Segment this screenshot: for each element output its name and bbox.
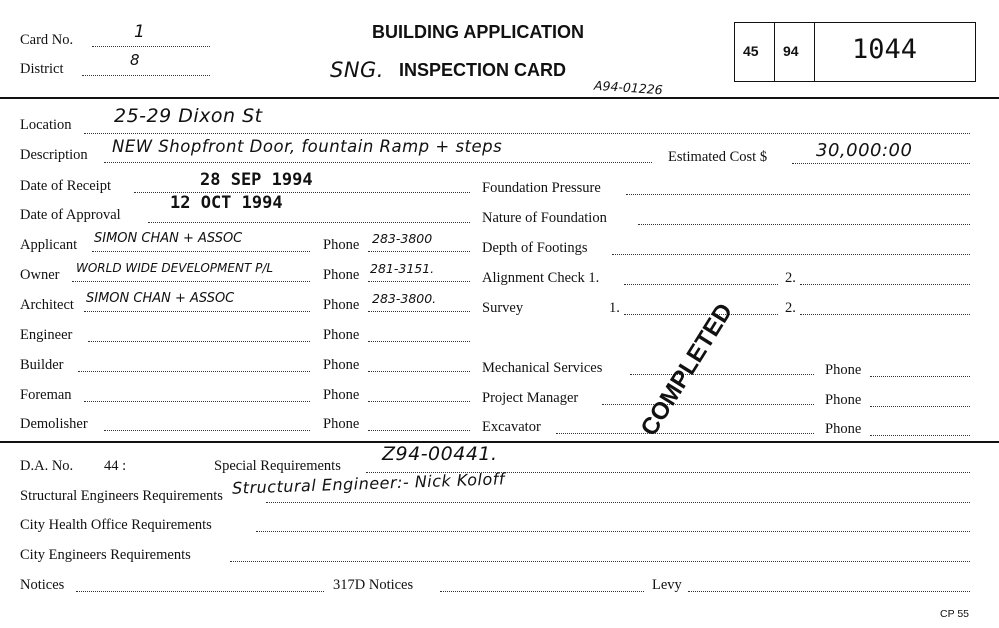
da-no-value: 44 : [104, 458, 127, 474]
handwritten-sng: SNG. [330, 58, 384, 82]
alignment-check-label: Alignment Check 1. [482, 270, 600, 286]
card-no-value: 1 [134, 22, 146, 42]
section-rule [0, 441, 999, 443]
location-line [84, 133, 970, 134]
alignment-2-line [800, 284, 970, 285]
alignment-2-label: 2. [785, 270, 796, 286]
builder-line [78, 371, 310, 372]
applicant-value: SIMON CHAN + ASSOC [94, 231, 243, 246]
excavator-line [556, 433, 814, 434]
owner-phone-value: 281-3151. [370, 261, 435, 276]
card-no-line [92, 46, 210, 47]
cp-code: CP 55 [940, 608, 969, 620]
applicant-phone-label: Phone [323, 237, 360, 253]
architect-line [84, 311, 310, 312]
depth-footings-label: Depth of Footings [482, 240, 588, 256]
survey-1-line [624, 314, 778, 315]
city-health-label: City Health Office Requirements [20, 517, 212, 533]
header-rule [0, 97, 999, 99]
excavator-phone-line [870, 435, 970, 436]
project-manager-phone-line [870, 406, 970, 407]
city-engineers-label: City Engineers Requirements [20, 547, 191, 563]
mechanical-phone-label: Phone [825, 362, 862, 378]
mechanical-services-line [630, 374, 814, 375]
notices-label: Notices [20, 577, 65, 593]
owner-phone-label: Phone [323, 267, 360, 283]
special-requirements-label: Special Requirements [214, 458, 341, 474]
estimated-cost-line [792, 163, 970, 164]
nature-foundation-label: Nature of Foundation [482, 210, 607, 226]
nature-foundation-line [638, 224, 970, 225]
special-requirements-value: Z94-00441. [382, 443, 498, 465]
city-engineers-line [230, 561, 970, 562]
owner-value: WORLD WIDE DEVELOPMENT P/L [76, 261, 274, 275]
district-label: District [20, 61, 64, 77]
estimated-cost-value: 30,000:00 [816, 140, 913, 161]
district-line [82, 75, 210, 76]
foreman-label: Foreman [20, 387, 72, 403]
notices-317d-label: 317D Notices [333, 577, 414, 593]
structural-requirements-label: Structural Engineers Requirements [20, 488, 223, 504]
foreman-phone-line [368, 401, 470, 402]
survey-2-line [800, 314, 970, 315]
project-manager-phone-label: Phone [825, 392, 862, 408]
project-manager-label: Project Manager [482, 390, 579, 406]
owner-phone-line [368, 281, 470, 282]
estimated-cost-label: Estimated Cost $ [668, 149, 768, 165]
card-no-label: Card No. [20, 32, 74, 48]
foundation-pressure-label: Foundation Pressure [482, 180, 601, 196]
notices-317d-line [440, 591, 644, 592]
structural-requirements-line [266, 502, 970, 503]
description-label: Description [20, 147, 88, 163]
applicant-line [92, 251, 310, 252]
engineer-phone-label: Phone [323, 327, 360, 343]
box-num-1044: 1044 [852, 34, 918, 65]
handwritten-ref: A94-01226 [593, 77, 664, 98]
structural-requirements-value: Structural Engineer:- Nick Koloff [231, 469, 506, 498]
alignment-1-line [624, 284, 778, 285]
box-divider-2 [814, 22, 815, 82]
applicant-phone-value: 283-3800 [372, 231, 433, 246]
architect-label: Architect [20, 297, 74, 313]
engineer-label: Engineer [20, 327, 73, 343]
description-line [104, 162, 652, 163]
notices-line [76, 591, 324, 592]
box-num-45: 45 [743, 43, 759, 59]
location-label: Location [20, 117, 72, 133]
levy-label: Levy [652, 577, 682, 593]
applicant-phone-line [368, 251, 470, 252]
architect-phone-line [368, 311, 470, 312]
engineer-phone-line [368, 341, 470, 342]
da-no-label: D.A. No. [20, 458, 74, 474]
foreman-phone-label: Phone [323, 387, 360, 403]
excavator-phone-label: Phone [825, 421, 862, 437]
engineer-line [88, 341, 310, 342]
date-approval-stamp: 12 OCT 1994 [170, 193, 283, 213]
builder-phone-line [368, 371, 470, 372]
title-line1: BUILDING APPLICATION [372, 22, 584, 42]
architect-phone-label: Phone [323, 297, 360, 313]
demolisher-phone-label: Phone [323, 416, 360, 432]
city-health-line [256, 531, 970, 532]
demolisher-phone-line [368, 430, 470, 431]
builder-label: Builder [20, 357, 64, 373]
description-value: NEW Shopfront Door, fountain Ramp + steps [112, 137, 503, 156]
owner-line [72, 281, 310, 282]
completed-stamp: COMPLETED [635, 298, 739, 441]
mechanical-services-label: Mechanical Services [482, 360, 603, 376]
date-approval-line [148, 222, 470, 223]
survey-1-label: 1. [609, 300, 620, 316]
date-receipt-label: Date of Receipt [20, 178, 111, 194]
architect-value: SIMON CHAN + ASSOC [86, 291, 235, 306]
demolisher-line [104, 430, 310, 431]
mechanical-phone-line [870, 376, 970, 377]
project-manager-line [602, 404, 814, 405]
location-value: 25-29 Dixon St [114, 105, 263, 127]
survey-label: Survey [482, 300, 524, 316]
applicant-label: Applicant [20, 237, 78, 253]
depth-footings-line [612, 254, 970, 255]
foreman-line [84, 401, 310, 402]
architect-phone-value: 283-3800. [372, 291, 437, 306]
date-receipt-stamp: 28 SEP 1994 [200, 170, 313, 190]
excavator-label: Excavator [482, 419, 541, 435]
levy-line [688, 591, 970, 592]
title-line2: INSPECTION CARD [399, 60, 567, 80]
survey-2-label: 2. [785, 300, 796, 316]
district-value: 8 [130, 51, 141, 69]
date-approval-label: Date of Approval [20, 207, 121, 223]
foundation-pressure-line [626, 194, 970, 195]
box-num-94: 94 [783, 43, 799, 59]
owner-label: Owner [20, 267, 60, 283]
builder-phone-label: Phone [323, 357, 360, 373]
demolisher-label: Demolisher [20, 416, 88, 432]
box-divider-1 [774, 22, 775, 82]
